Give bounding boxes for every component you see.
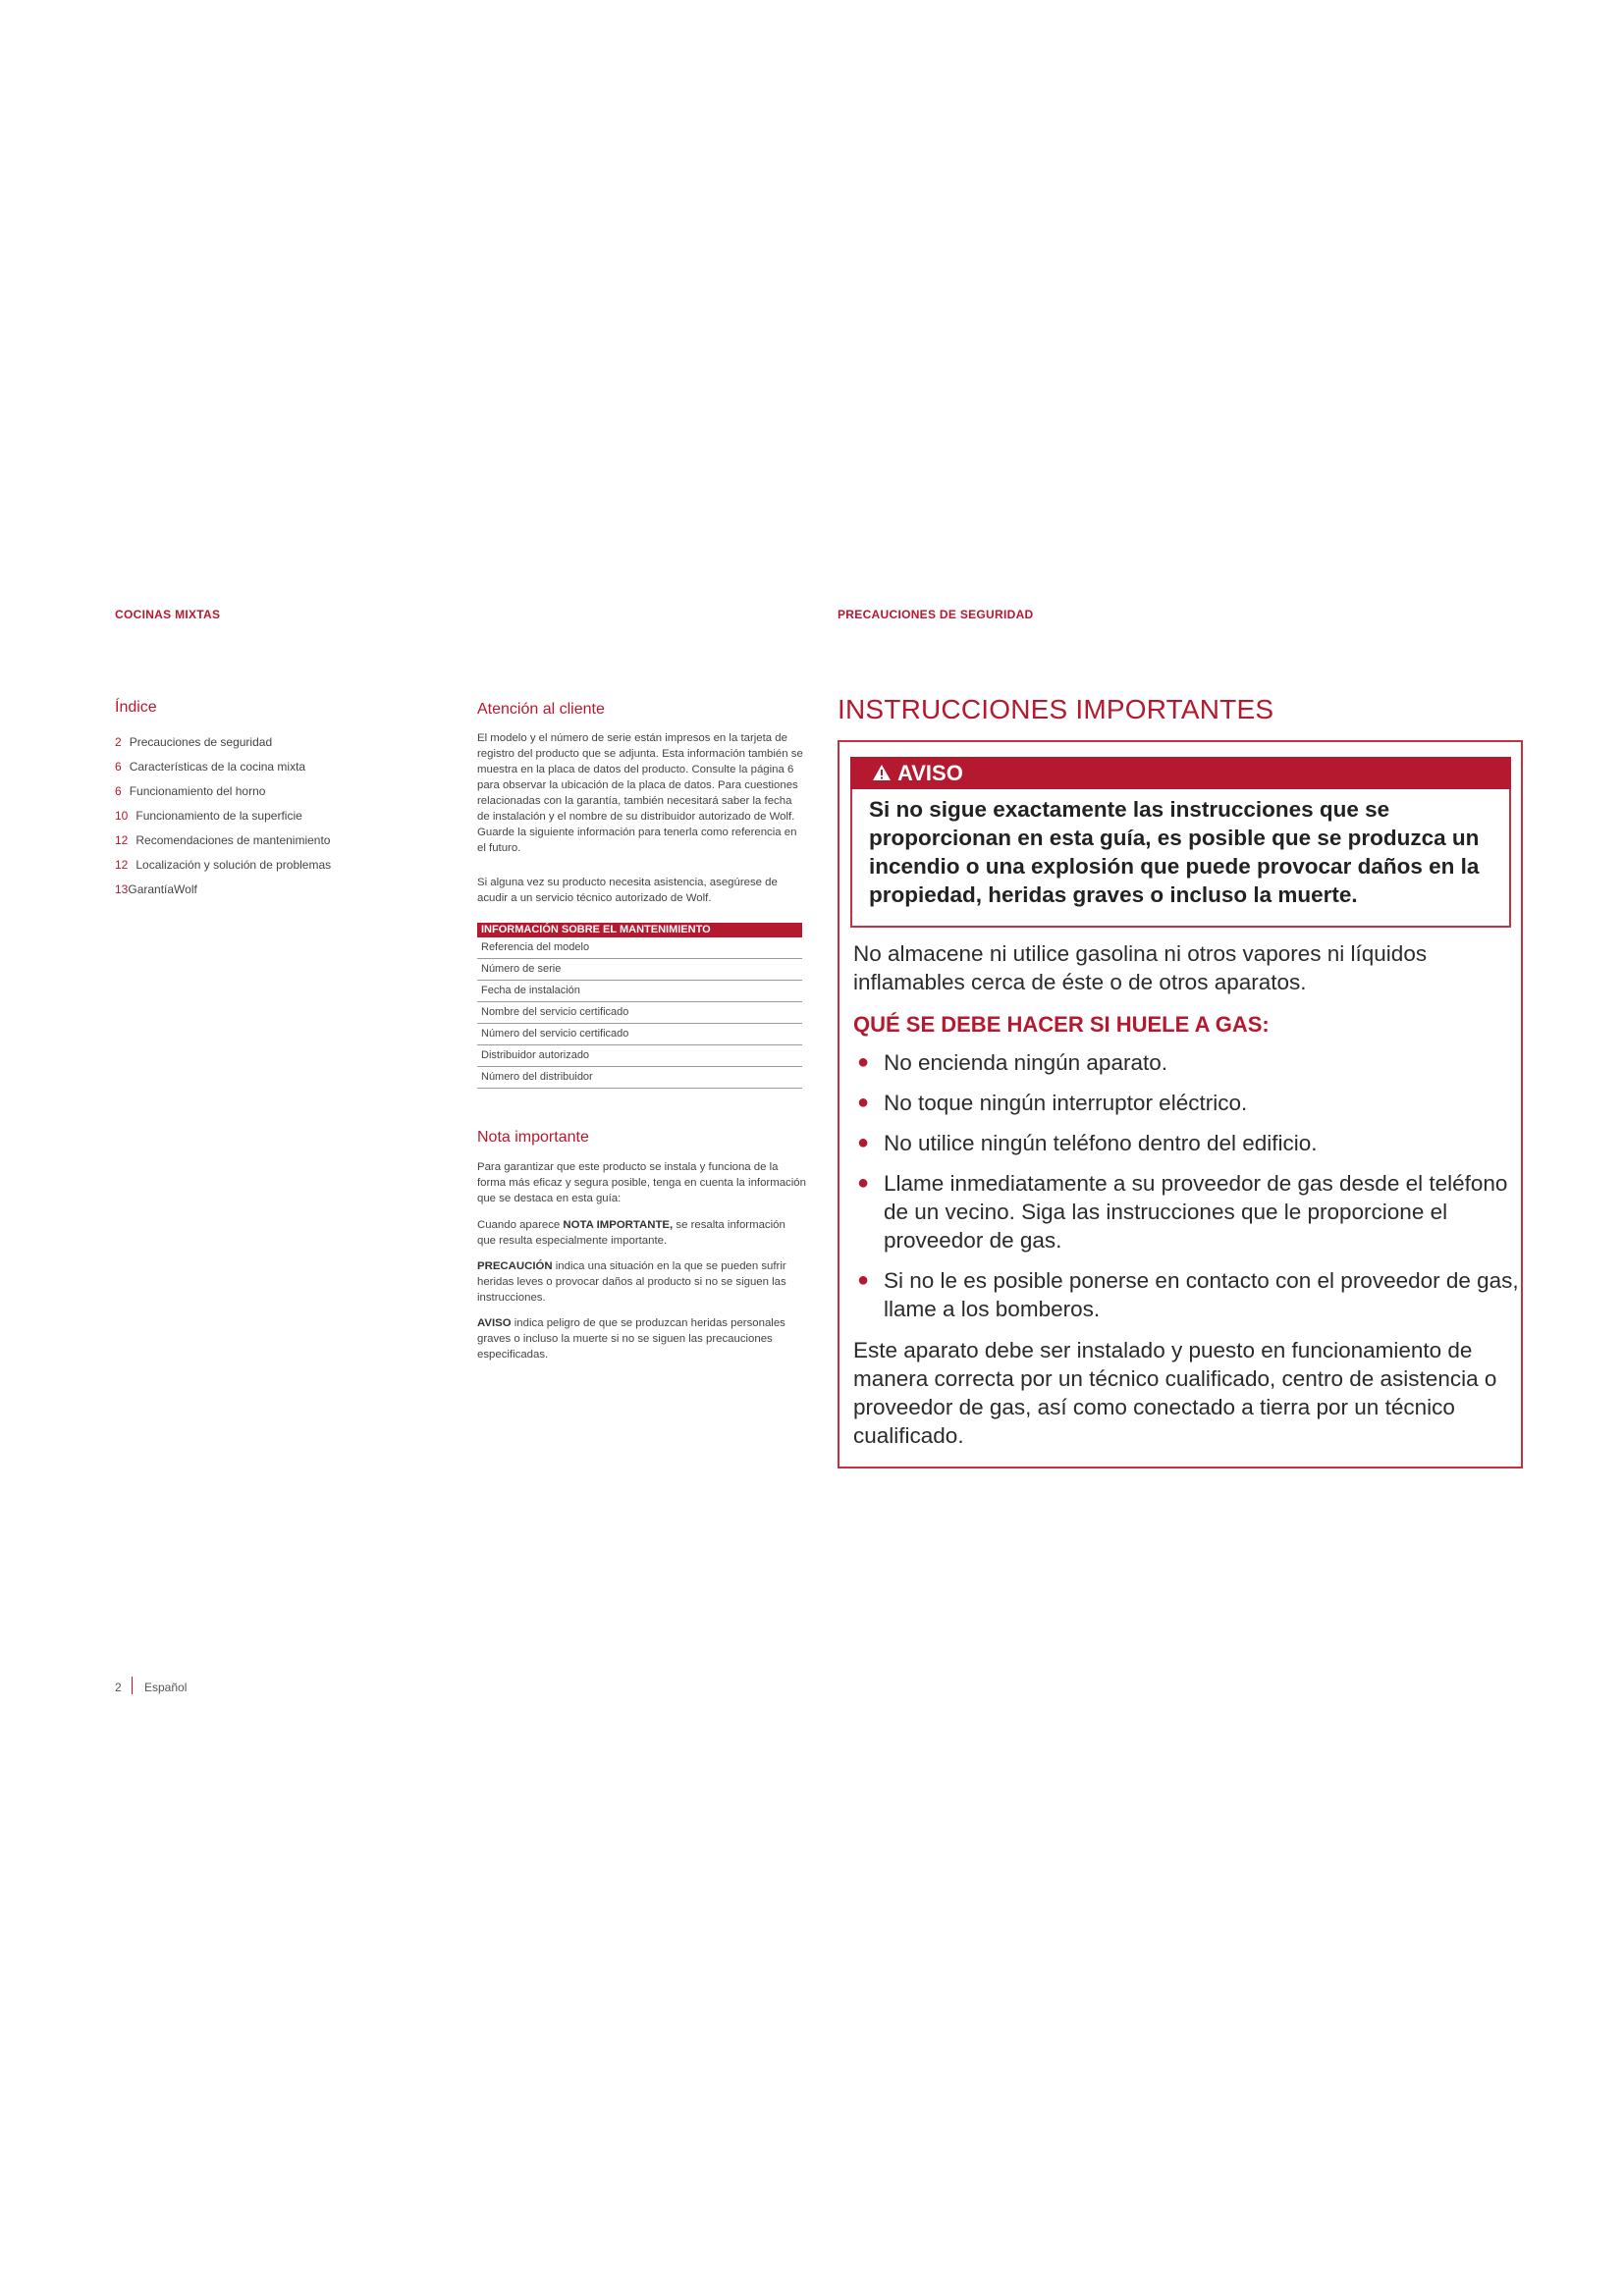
gas-smell-heading: QUÉ SE DEBE HACER SI HUELE A GAS: [853,1012,1270,1037]
maintenance-table-header: INFORMACIÓN SOBRE EL MANTENIMIENTO [477,923,802,937]
index-item-number: 2 [115,735,122,749]
footer-divider [132,1677,133,1694]
list-item [853,1129,1521,1157]
index-item-number: 12 [115,833,129,847]
index-item-label: Funcionamiento de la superficie [135,809,302,823]
index-title: Índice [115,699,157,716]
index-item[interactable] [115,730,360,755]
running-head-left: COCINAS MIXTAS [115,608,221,621]
gas-instructions-list [853,1048,1521,1335]
index-item-label: GarantíaWolf [128,882,197,896]
list-item [853,1089,1521,1117]
important-note-title: Nota importante [477,1129,589,1146]
note-text: Cuando aparece [477,1219,564,1231]
note-important-keyword: NOTA IMPORTANTE, [563,1219,674,1231]
footer-language: Español [144,1681,188,1694]
index-item-label: Localización y solución de problemas [135,858,332,872]
maintenance-info-table [477,923,802,1089]
note-important-definition [477,1217,806,1249]
list-item-text: No encienda ningún aparato. [884,1050,1167,1075]
customer-service-paragraph: El modelo y el número de serie están impresos en la tarjeta de registro del producto que se adjunta. Esta información también se muestra en la placa de datos del producto. Consulte la página 6 para observar la ubicación de la placa de datos. Para cuestiones relacionadas con la garantía, también necesitará saber la fecha de instalación y el nombre de su distribuidor autorizado de Wolf. Guarde la siguiente información para tenerla como referencia en el futuro. [477,732,803,854]
warning-text: Si no sigue exactamente las instrucciones que se proporcionan en esta guía, es posible que se produzca un incendio o una explosión que puede provocar daños en la propiedad, heridas graves o incluso la muerte. [869,797,1480,907]
list-item-text: No utilice ningún teléfono dentro del edificio. [884,1131,1318,1155]
index-list [115,730,360,902]
list-item [853,1169,1521,1255]
index-item[interactable] [115,779,360,804]
index-item-number: 10 [115,809,129,823]
index-item[interactable] [115,853,360,878]
warning-keyword: AVISO [477,1317,512,1329]
index-item[interactable] [115,828,360,853]
important-note-paragraph: Para garantizar que este producto se instala y funciona de la forma más eficaz y segura posible, tenga en cuenta la información que se destaca en esta guía: [477,1161,806,1204]
warning-label-text: AVISO [897,761,963,785]
bullet-icon: ● [857,1132,870,1153]
bullet-icon: ● [857,1269,870,1291]
index-item-number: 13 [115,882,129,896]
list-item-text: Si no le es posible ponerse en contacto con el proveedor de gas, llame a los bomberos. [884,1268,1519,1321]
bullet-icon: ● [857,1092,870,1113]
list-item-text: No toque ningún interruptor eléctrico. [884,1091,1248,1115]
note-text: se resalta información que resulta especialmente importante. [477,1219,785,1247]
index-item-label: Recomendaciones de mantenimiento [135,833,331,847]
caution-text: indica una situación en la que se pueden sufrir heridas leves o provocar daños al producto si no se siguen las instrucciones. [477,1260,786,1304]
index-item-number: 6 [115,760,122,774]
important-instructions-heading: INSTRUCCIONES IMPORTANTES [838,694,1274,724]
warning-label [872,760,963,786]
index-item[interactable] [115,755,360,779]
list-item [853,1266,1521,1323]
flammable-storage-paragraph: No almacene ni utilice gasolina ni otros vapores ni líquidos inflamables cerca de éste o de otros aparatos. [853,941,1428,994]
index-item-label: Funcionamiento del horno [129,784,266,798]
maintenance-row: Número de serie [477,959,802,981]
customer-service-title: Atención al cliente [477,701,605,718]
installation-paragraph: Este aparato debe ser instalado y puesto en funcionamiento de manera correcta por un técnico cualificado, centro de asistencia o proveedor de gas, así como conectado a tierra por un técnico cualificado. [853,1338,1497,1448]
maintenance-row: Número del servicio certificado [477,1024,802,1045]
index-item-number: 6 [115,784,122,798]
index-item-number: 12 [115,858,129,872]
caution-definition [477,1258,806,1306]
index-item[interactable] [115,878,360,902]
warning-text: indica peligro de que se produzcan heridas personales graves o incluso la muerte si no se siguen las precauciones especificadas. [477,1317,785,1361]
caution-keyword: PRECAUCIÓN [477,1260,553,1272]
running-head-right: PRECAUCIONES DE SEGURIDAD [838,608,1034,621]
warning-definition [477,1315,806,1362]
index-item-label: Precauciones de seguridad [129,735,273,749]
warning-triangle-icon [872,764,892,781]
index-item[interactable] [115,804,360,828]
list-item [853,1048,1521,1077]
bullet-icon: ● [857,1172,870,1194]
maintenance-row: Referencia del modelo [477,937,802,959]
maintenance-row: Número del distribuidor [477,1067,802,1089]
maintenance-row: Fecha de instalación [477,981,802,1002]
maintenance-row: Nombre del servicio certificado [477,1002,802,1024]
bullet-icon: ● [857,1051,870,1073]
page-number: 2 [115,1681,122,1694]
maintenance-row: Distribuidor autorizado [477,1045,802,1067]
index-item-label: Características de la cocina mixta [129,760,306,774]
customer-service-assist-paragraph: Si alguna vez su producto necesita asistencia, asegúrese de acudir a un servicio técnico autorizado de Wolf. [477,877,778,904]
list-item-text: Llame inmediatamente a su proveedor de gas desde el teléfono de un vecino. Siga las instrucciones que le proporcione el proveedor de gas. [884,1171,1508,1253]
